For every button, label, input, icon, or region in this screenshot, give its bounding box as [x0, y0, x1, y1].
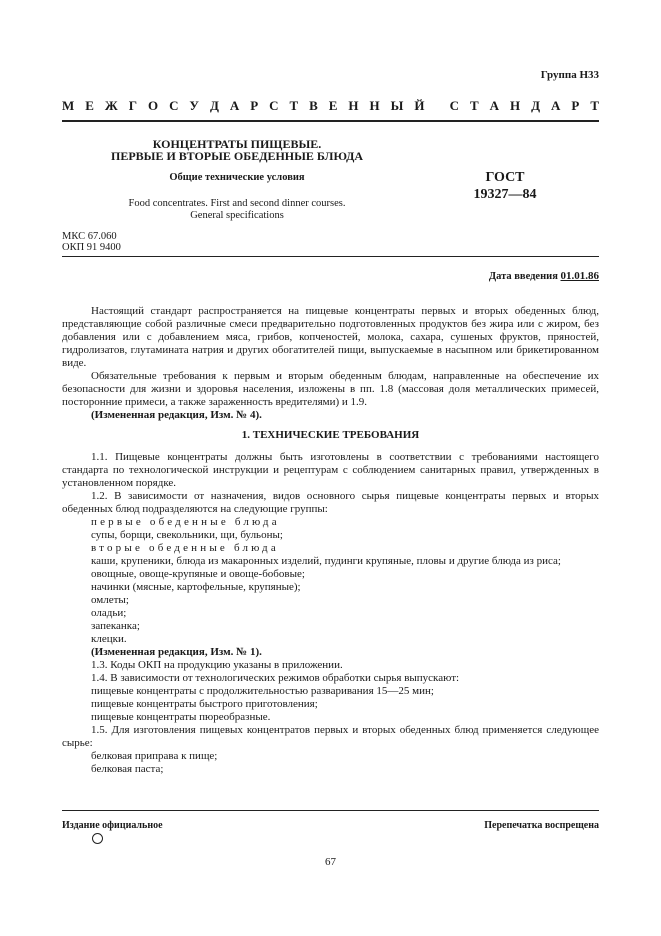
clause-1-4-item-c: пищевые концентраты пюреобразные. — [91, 711, 271, 723]
bottom-divider — [62, 810, 599, 811]
heading-letter: Т — [470, 98, 479, 113]
heading-letter: Д — [531, 98, 541, 113]
gost-number: 19327—84 — [473, 187, 537, 202]
list-item-omelets: омлеты; — [91, 594, 129, 606]
heading-letter: Н — [369, 98, 380, 113]
heading-letter: Р — [571, 98, 580, 113]
clause-1-3: 1.3. Коды ОКП на продукцию указаны в приложении. — [91, 659, 343, 671]
date-label: Дата введения — [488, 271, 558, 282]
standard-type-heading — [62, 98, 599, 114]
introduction-date — [489, 270, 599, 282]
date-value: 01.01.86 — [560, 270, 599, 282]
middle-divider — [62, 256, 599, 257]
reprint-prohibited-note: Перепечатка воспрещена — [484, 820, 599, 831]
heading-letter: Е — [85, 98, 94, 113]
heading-letter: Н — [510, 98, 521, 113]
english-title-line-1: Food concentrates. First and second dinner courses. — [128, 198, 346, 209]
first-dishes-list: супы, борщи, свекольники, щи, бульоны; — [91, 529, 283, 541]
list-item-vegetable: овощные, овоще-крупяные и овоще-бобовые; — [91, 568, 305, 580]
english-title-line-2: General specifications — [190, 210, 284, 221]
second-dishes-heading: вторые обеденные блюда — [91, 542, 279, 554]
second-dishes-list: каши, крупеники, блюда из макаронных изделий, пудинги крупяные, пловы и другие блюда из риса; — [91, 555, 561, 567]
document-body — [62, 305, 599, 776]
document-title — [92, 138, 382, 162]
heading-letter: Г — [128, 98, 137, 113]
heading-letter — [435, 98, 438, 114]
clause-1-4-item-b: пищевые концентраты быстрого приготовления; — [91, 698, 318, 710]
amendment-note-1: (Измененная редакция, Изм. № 1). — [91, 646, 262, 658]
list-item-dumplings: клецки. — [91, 633, 127, 645]
mks-code: МКС 67.060 — [62, 231, 117, 242]
english-title — [92, 198, 382, 222]
heading-letter: Е — [328, 98, 338, 113]
heading-letter: С — [449, 98, 460, 113]
list-item-casserole: запеканка; — [91, 620, 140, 632]
list-item-pancakes: оладьи; — [91, 607, 127, 619]
heading-letter: Ж — [104, 98, 118, 113]
heading-letter: А — [229, 98, 240, 113]
list-item-fillings: начинки (мясные, картофельные, крупяные); — [91, 581, 301, 593]
title-line-1: КОНЦЕНТРАТЫ ПИЩЕВЫЕ. — [152, 137, 322, 151]
official-edition-note: Издание официальное — [62, 820, 163, 831]
gost-block — [455, 169, 555, 203]
group-code: Группа Н33 — [540, 69, 599, 81]
heading-letter: М — [62, 98, 75, 113]
heading-letter: С — [269, 98, 279, 113]
heading-letter: О — [147, 98, 159, 113]
heading-letter: Й — [414, 98, 425, 113]
intro-paragraph-1: Настоящий стандарт распространяется на пищевые концентраты первых и вторых обеденных блюд, представляющие собой различные смеси предварительно подготовленных продуктов без жира или с жиром, без добавления или с добавлением мяса, грибов, копченостей, молока, сахара, сушеных фруктов, пряностей, гидролизатов, глутамината натрия и других обогатителей пищи, выпускаемые в насыпном или брикетированном виде. — [62, 305, 599, 369]
heading-letter: Ы — [390, 98, 404, 113]
classification-codes — [62, 231, 121, 253]
page-number: 67 — [325, 856, 336, 868]
clause-1-2: 1.2. В зависимости от назначения, видов основного сырья пищевые концентраты первых и вторых обеденных блюд подразделяются на следующие группы: — [62, 490, 599, 515]
heading-letter: В — [309, 98, 318, 113]
heading-letter: Н — [348, 98, 359, 113]
amendment-note-4: (Измененная редакция, Изм. № 4). — [91, 409, 262, 421]
clause-1-4-item-a: пищевые концентраты с продолжительностью разваривания 15—25 мин; — [91, 685, 434, 697]
heading-letter: Р — [250, 98, 259, 113]
okp-code: ОКП 91 9400 — [62, 242, 121, 253]
heading-letter: Т — [590, 98, 599, 113]
clause-1-5-item-a: белковая приправа к пище; — [91, 750, 218, 762]
heading-letter: У — [189, 98, 199, 113]
intro-paragraph-2: Обязательные требования к первым и вторым обеденным блюдам, направленные на обеспечение их безопасности для жизни и здоровья населения, изложены в пп. 1.8 (массовая доля металлических примесей, посторонние примеси, а также зараженность вредителями) и 1.9. — [62, 370, 599, 408]
heading-letter: А — [489, 98, 500, 113]
circle-mark-icon — [92, 833, 103, 844]
clause-1-1: 1.1. Пищевые концентраты должны быть изготовлены в соответствии с требованиями настоящего стандарта по технологической инструкции и рецептурам с соблюдением санитарных правил, утвержденных в установленном порядке. — [62, 451, 599, 489]
clause-1-5-item-b: белковая паста; — [91, 763, 164, 775]
clause-1-5: 1.5. Для изготовления пищевых концентратов первых и вторых обеденных блюд применяется следующее сырье: — [62, 724, 599, 749]
first-dishes-heading: первые обеденные блюда — [91, 516, 280, 528]
heading-letter: Д — [209, 98, 219, 113]
heading-letter: Т — [289, 98, 299, 113]
title-line-2: ПЕРВЫЕ И ВТОРЫЕ ОБЕДЕННЫЕ БЛЮДА — [110, 149, 364, 163]
section-heading-1: 1. ТЕХНИЧЕСКИЕ ТРЕБОВАНИЯ — [241, 429, 420, 441]
document-subtitle: Общие технические условия — [169, 172, 305, 183]
heading-letter: А — [551, 98, 561, 113]
gost-label: ГОСТ — [485, 170, 525, 185]
heading-letter: С — [169, 98, 179, 113]
clause-1-4: 1.4. В зависимости от технологических режимов обработки сырья выпускают: — [91, 672, 460, 684]
top-divider — [62, 120, 599, 122]
